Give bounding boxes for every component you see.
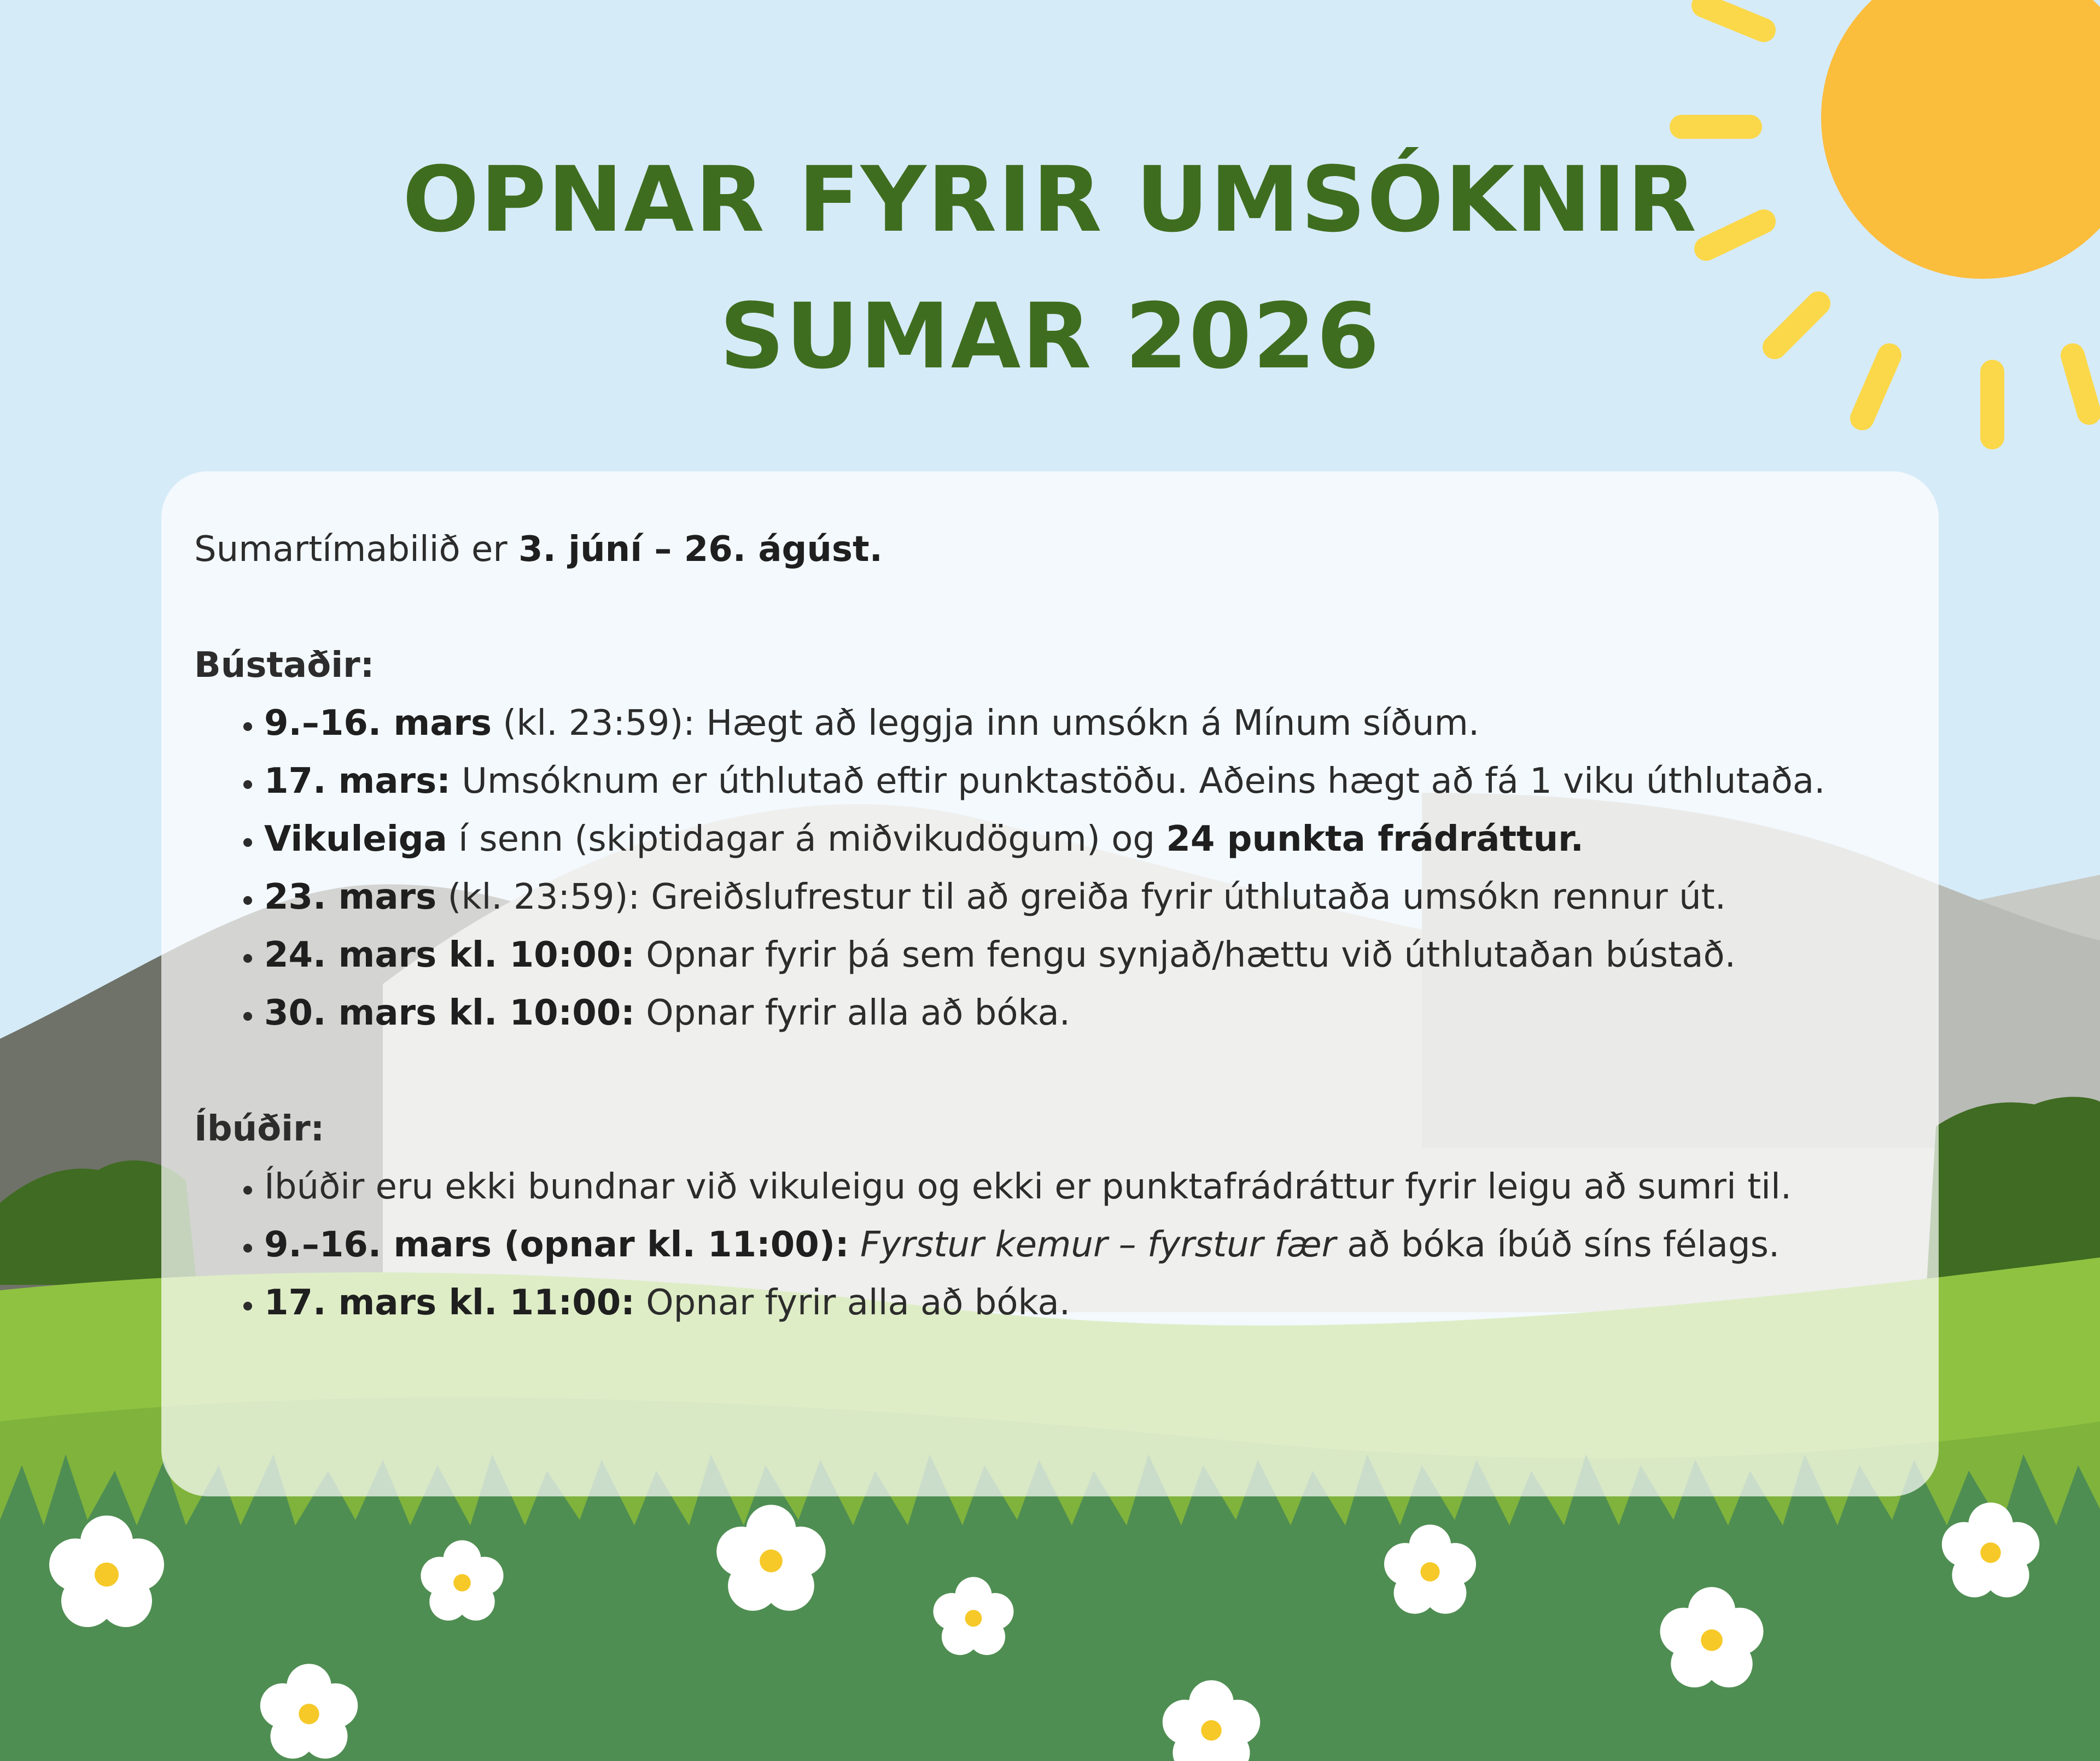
list-item: • Íbúðir eru ekki bundnar við vikuleigu og ekki er punktafrádráttur fyrir leigu að sumri til. [264, 1158, 1906, 1216]
title-line-1: OPNAR FYRIR UMSÓKNIR [402, 147, 1698, 252]
list-item: • 9.–16. mars (opnar kl. 11:00): Fyrstur kemur – fyrstur fær að bóka íbúð síns félags. [264, 1216, 1906, 1274]
list-item: • 24. mars kl. 10:00: Opnar fyrir þá sem fengu synjað/hættu við úthlutaðan bústað. [264, 926, 1906, 984]
list-item: • 17. mars kl. 11:00: Opnar fyrir alla að bóka. [264, 1274, 1906, 1332]
bustadir-list [194, 694, 1906, 1042]
ibudir-list [194, 1158, 1906, 1332]
list-item: • 30. mars kl. 10:00: Opnar fyrir alla að bóka. [264, 984, 1906, 1042]
page-title [0, 131, 2100, 405]
summer-period-text: Sumartímabilið er 3. júní – 26. ágúst. [194, 529, 883, 570]
list-item: • 23. mars (kl. 23:59): Greiðslufrestur til að greiða fyrir úthlutaða umsókn rennur út. [264, 868, 1906, 926]
list-item: • 9.–16. mars (kl. 23:59): Hægt að leggja inn umsókn á Mínum síðum. [264, 694, 1906, 752]
bustadir-heading: Bústaðir: [194, 645, 375, 686]
list-item: • 17. mars: Umsóknum er úthlutað eftir punktastöðu. Aðeins hægt að fá 1 viku úthlutaða. [264, 752, 1906, 810]
list-item: • Vikuleiga í senn (skiptidagar á miðvikudögum) og 24 punkta frádráttur. [264, 810, 1906, 868]
summer-period-dates: 3. júní – 26. ágúst. [518, 529, 883, 570]
ibudir-heading: Íbúðir: [194, 1109, 325, 1149]
info-card [161, 471, 1939, 1496]
title-line-2: SUMAR 2026 [719, 284, 1381, 389]
